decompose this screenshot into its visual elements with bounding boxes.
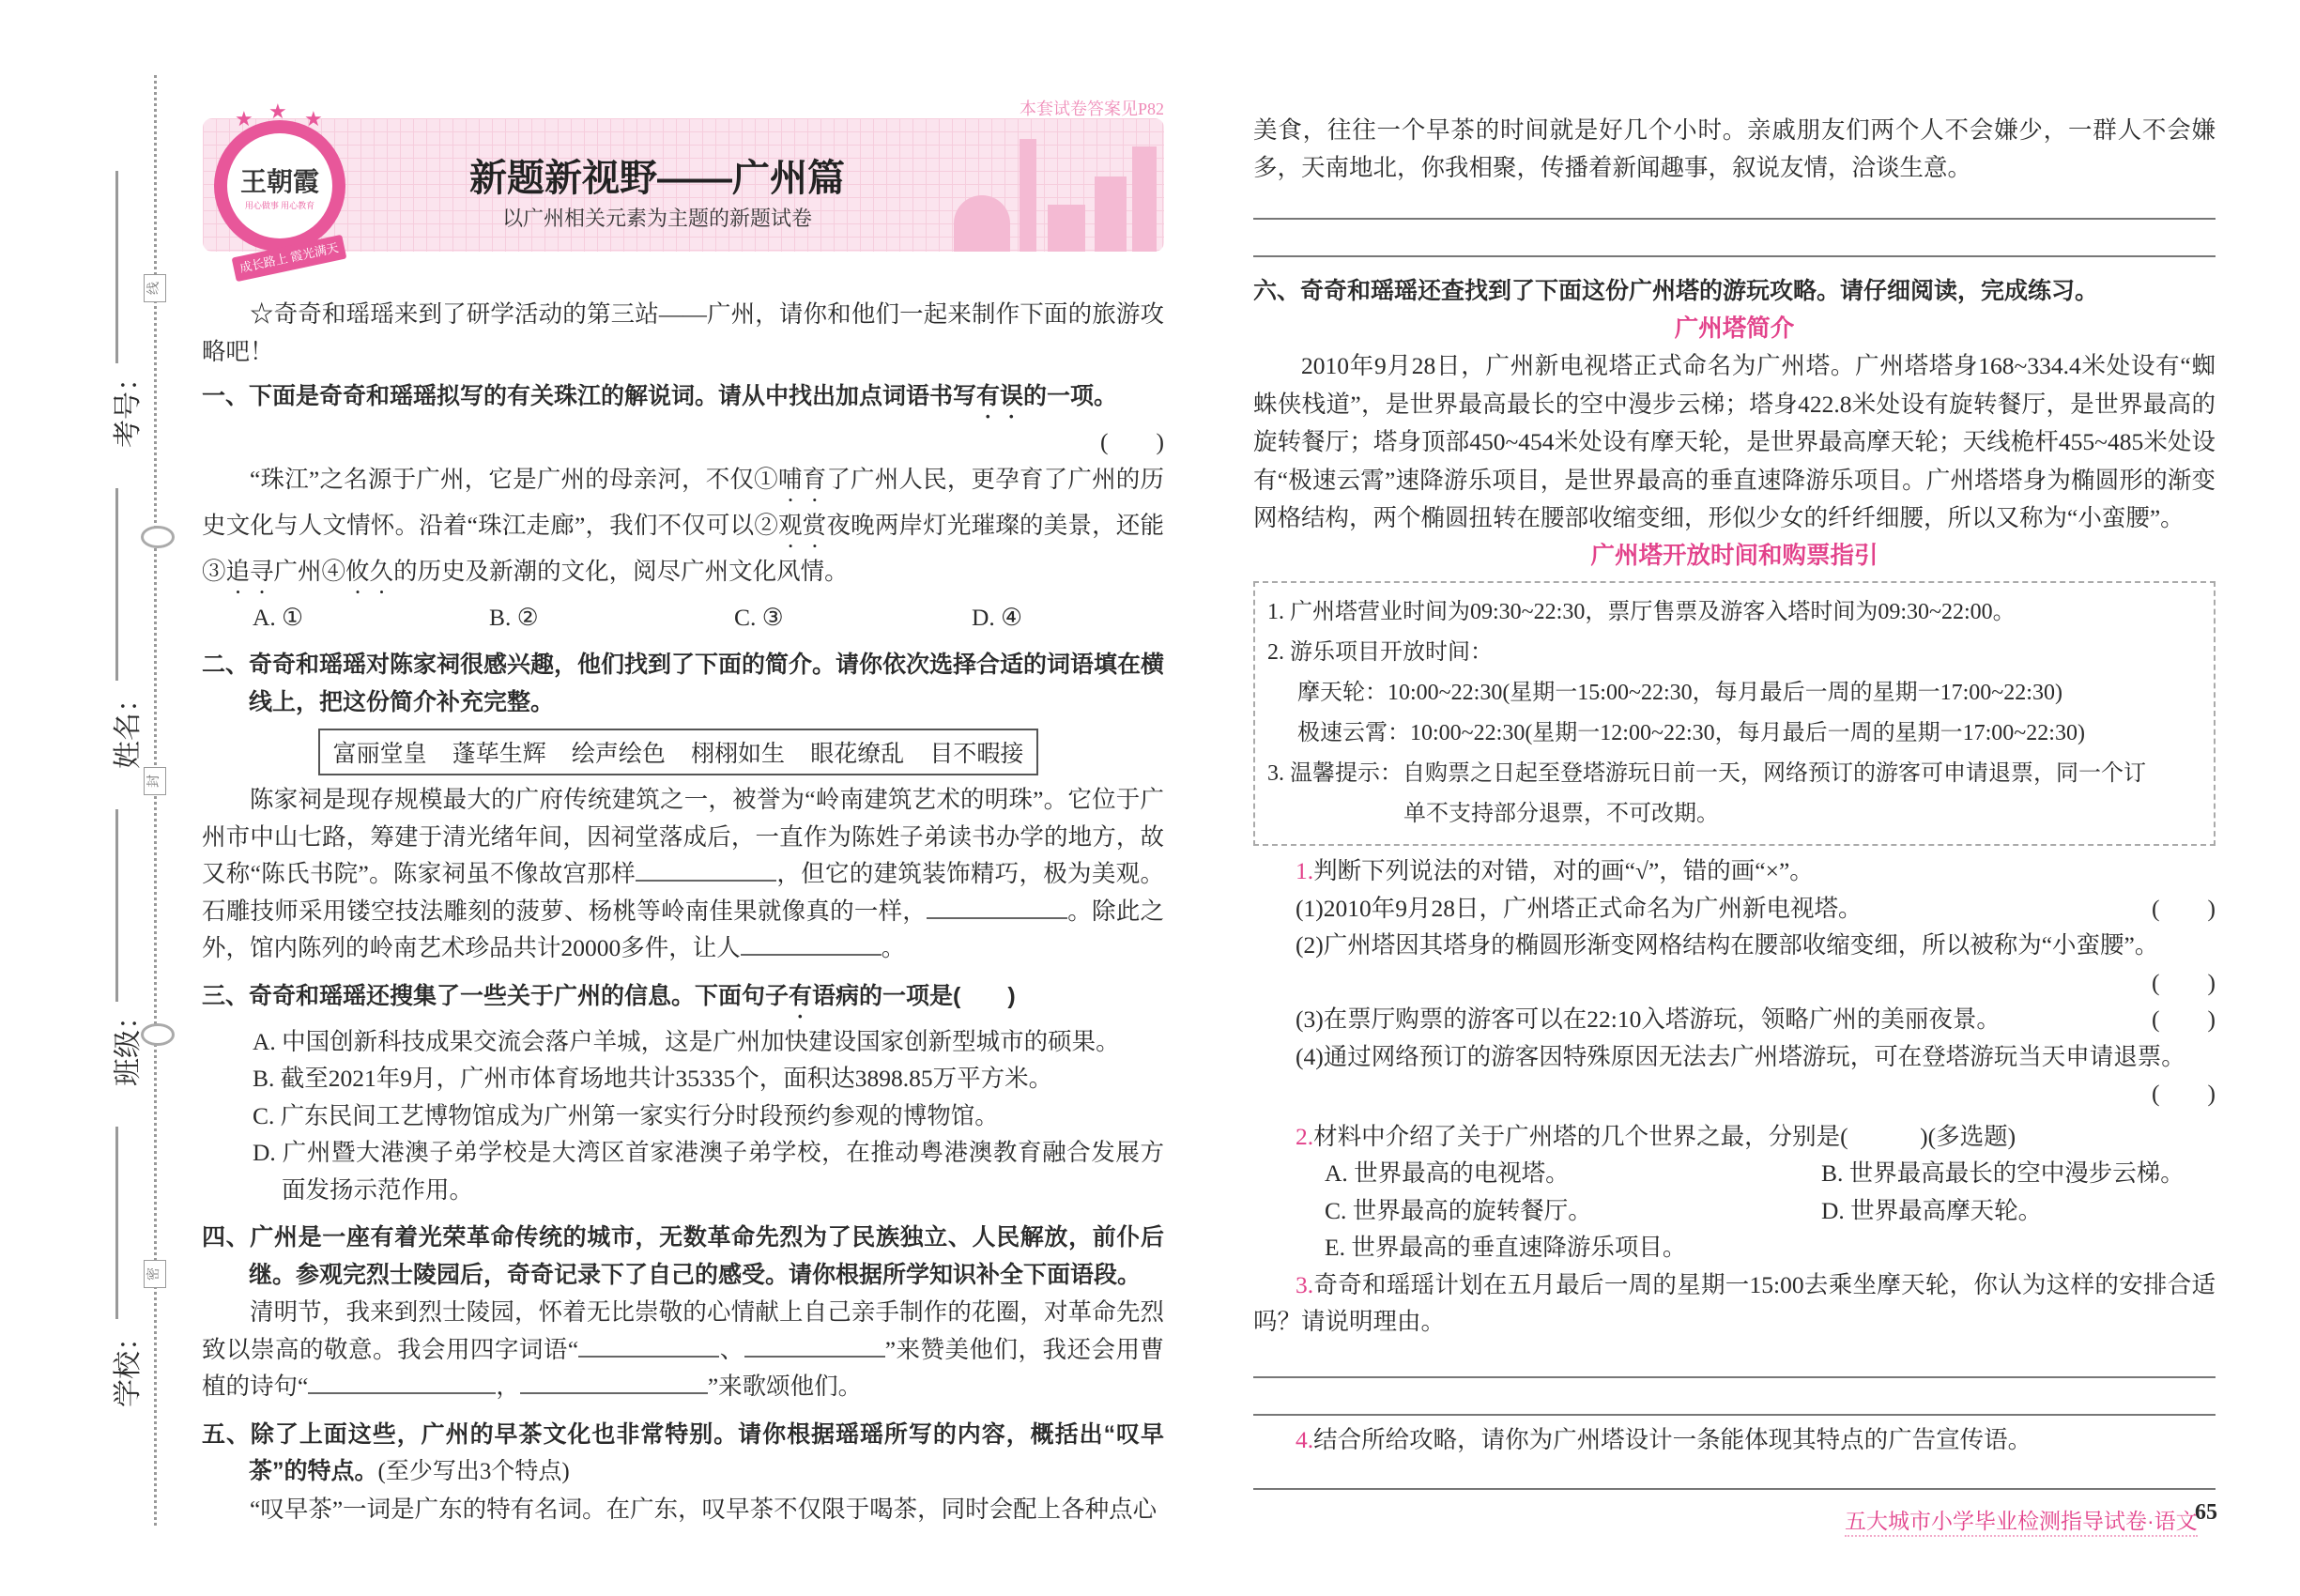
answer-blank[interactable] <box>520 1368 708 1394</box>
q5-passage: “叹早茶”一词是广东的特有名词。在广东，叹早茶不仅限于喝茶，同时会配上各种点心 <box>250 1495 1158 1523</box>
guide-line: 2. 游乐项目开放时间： <box>1267 640 1493 665</box>
judge-item: (4)通过网络预订的游客因特殊原因无法去广州塔游玩，可在登塔游玩当天申请退票。 <box>1296 1042 2185 1070</box>
logo-name: 王朝霞 <box>239 167 319 197</box>
q5-passage-continued: 美食，往往一个早茶的时间就是好几个小时。亲戚朋友们两个人不会嫌少，一群人不会嫌多，天南地北，你我相聚，传播着新闻趣事，叙说友情，洽谈生意。 <box>1253 116 2216 181</box>
skyline-bridge <box>954 195 1010 252</box>
word-option: 栩栩如生 <box>691 741 786 767</box>
guide-line: 3. 温馨提示：自购票之日起至登塔游玩日前一天，网络预订的游客可申请退票，同一个订 <box>1267 761 2146 786</box>
page-number: 65 <box>2195 1500 2217 1525</box>
class-line[interactable] <box>115 809 118 1002</box>
q6-options <box>1253 1155 2216 1266</box>
brand-logo <box>214 100 345 252</box>
answer-blank[interactable] <box>741 929 882 956</box>
name-label: 姓名： <box>113 684 144 769</box>
right-column <box>1253 112 2216 1490</box>
judge-item: (2)广州塔因其塔身的椭圆形渐变网格结构在腰部收缩变细，所以被称为“小蛮腰”。 <box>1296 931 2159 959</box>
answer-note: 本套试卷答案见P82 <box>1019 100 1164 118</box>
school-label: 学校： <box>113 1323 144 1407</box>
q4-heading: 四、广州是一座有着光荣革命传统的城市，无数革命先烈为了民族独立、人民解放，前仆后继。参观完烈士陵园后，奇奇记录下了自己的感受。请你根据所学知识补全下面语段。 <box>202 1224 1164 1288</box>
option-d[interactable]: D. 广州暨大港澳子弟学校是大湾区首家港澳子弟学校，在推动粤港澳教育融合发展方面发扬示范作用。 <box>253 1139 1164 1204</box>
answer-blank[interactable] <box>927 893 1067 919</box>
guide-line: 极速云霄：10:00~22:30(星期一12:00~22:30，每月最后一周的星期一17:00~22:30) <box>1297 721 2085 745</box>
question-5 <box>202 1417 1164 1528</box>
option-e[interactable]: E. 世界最高的垂直速降游乐项目。 <box>1325 1234 1687 1261</box>
word-option: 富丽堂皇 <box>332 741 427 767</box>
sub-text: 结合所给攻略，请你为广州塔设计一条能体现其特点的广告宣传语。 <box>1313 1425 2032 1453</box>
option-b[interactable]: B. 截至2021年9月，广州市体育场地共计35335个，面积达3898.85万平方米。 <box>253 1065 1053 1092</box>
question-2 <box>202 647 1164 967</box>
option-b[interactable]: B. 世界最高最长的空中漫步云梯。 <box>1821 1159 2185 1187</box>
option-a[interactable]: A. ① <box>253 603 304 631</box>
ticket-guide-box <box>1253 581 2216 846</box>
sub-number: 1. <box>1296 857 1314 884</box>
answer-blank[interactable] <box>308 1368 496 1394</box>
intro-title: 广州塔简介 <box>1674 315 1795 342</box>
option-d[interactable]: D. 世界最高摩天轮。 <box>1821 1196 2043 1224</box>
sub-question-3 <box>1253 1266 2216 1341</box>
binding-marker-xian: 线 <box>144 274 166 302</box>
word-option: 绘声绘色 <box>571 741 666 767</box>
sub-question-2 <box>1253 1118 2216 1341</box>
sub-text: 奇奇和瑶瑶计划在五月最后一周的星期一15:00去乘坐摩天轮，你认为这样的安排合适吗？请说明理由。 <box>1253 1270 2216 1335</box>
question-3 <box>202 978 1164 1209</box>
judge-item: (3)在票厅购票的游客可以在22:10入塔游玩，领略广州的美丽夜景。 <box>1296 1005 2001 1033</box>
q2-passage: 陈家祠是现存规模最大的广府传统建筑之一，被誉为“岭南建筑艺术的明珠”。它位于广州市中山七路，筹建于清光绪年间，因祠堂落成后，一直作为陈姓子弟读书办学的地方，故又称“陈氏书院”。陈家祠虽不像故宫那样 ，但它的建筑装饰精巧，极为美观。石雕技师采用镂空技法雕刻的菠萝、杨桃等岭南佳果就像真的一样， 。除此之外，馆内陈列的岭南艺术珍品共计20000多件，让人 。 <box>202 786 1164 961</box>
exam-number-label: 考号： <box>113 363 144 448</box>
sub-question-1 <box>1253 852 2216 1113</box>
q3-heading: 三、奇奇和瑶瑶还搜集了一些关于广州的信息。下面句子 <box>202 982 790 1009</box>
answer-line[interactable] <box>1253 1414 2216 1416</box>
q2-heading: 二、奇奇和瑶瑶对陈家祠很感兴趣，他们找到了下面的简介。请你依次选择合适的词语填在横线上，把这份简介补充完整。 <box>202 652 1165 715</box>
answer-blank[interactable] <box>578 1331 719 1358</box>
star-icon: ★ <box>268 100 287 123</box>
guide-line: 摩天轮：10:00~22:30(星期一15:00~22:30，每月最后一周的星期一17:00~22:30) <box>1297 681 2062 705</box>
answer-line[interactable] <box>1253 218 2216 220</box>
name-line[interactable] <box>115 488 118 681</box>
left-column <box>202 296 1164 1527</box>
star-icon: ★ <box>235 107 253 130</box>
word-option: 眼花缭乱 <box>810 741 905 767</box>
skyline-building <box>1048 205 1085 252</box>
binding-hole <box>141 526 175 548</box>
binding-hole <box>141 1023 175 1046</box>
skyline-building <box>1132 146 1157 252</box>
q1-passage: “珠江”之名源于广州，它是广州的母亲河，不仅①哺育了广州人民，更孕育了广州的历史文化与人文情怀。沿着“珠江走廊”，我们不仅可以②观赏夜晚两岸灯光璀璨的美景，还能③追寻广州④攸久的历史及新潮的文化，阅尽广州文化风情。 <box>202 465 1164 585</box>
guide-title: 广州塔开放时间和购票指引 <box>1590 542 1878 569</box>
option-b[interactable]: B. ② <box>489 603 539 631</box>
option-c[interactable]: C. ③ <box>734 603 784 631</box>
sub-number: 3. <box>1296 1270 1314 1298</box>
option-c[interactable]: C. 广东民间工艺博物馆成为广州第一家实行分时段预约参观的博物馆。 <box>253 1101 999 1129</box>
guide-line: 单不支持部分退票，不可改期。 <box>1403 802 1719 826</box>
question-1 <box>202 378 1164 636</box>
page-title: 新题新视野——广州篇 <box>469 158 845 199</box>
school-line[interactable] <box>115 1127 118 1319</box>
q4-passage: 清明节，我来到烈士陵园，怀着无比崇敬的心情献上自己亲手制作的花圈，对革命先烈致以崇高的敬意。我会用四字词语“ 、 ”来赞美他们，我还会用曹植的诗句“ ， ”来歌颂他们。 <box>202 1298 1164 1400</box>
answer-line[interactable] <box>1253 1376 2216 1378</box>
sub-text: 材料中介绍了关于广州塔的几个世界之最，分别是( )(多选题) <box>1313 1122 2016 1150</box>
q1-heading: 一、下面是奇奇和瑶瑶拟写的有关珠江的解说词。请从中找出加点词语书写 <box>202 383 977 409</box>
question-4 <box>202 1220 1164 1405</box>
exam-number-line[interactable] <box>115 171 118 363</box>
logo-slogan: 用心做事 用心教育 <box>244 200 315 210</box>
option-a[interactable]: A. 中国创新科技成果交流会落户羊城，这是广州加快建设国家创新型城市的硕果。 <box>253 1027 1120 1055</box>
q1-options <box>202 599 1164 637</box>
class-label: 班级： <box>113 1002 144 1086</box>
q3-heading-end: 语病的一项是( ) <box>812 982 1016 1009</box>
answer-paren[interactable]: ( ) <box>1100 428 1164 455</box>
q6-heading: 六、奇奇和瑶瑶还查找到了下面这份广州塔的游玩攻略。请仔细阅读，完成练习。 <box>1253 278 2099 304</box>
tower-intro: 2010年9月28日，广州新电视塔正式命名为广州塔。广州塔塔身168~334.4米处设有“蜘蛛侠栈道”，是世界最高最长的空中漫步云梯；塔身422.8米处设有旋转餐厅，是世界最高的旋转餐厅；塔身顶部450~454米处设有摩天轮，是世界最高摩天轮；天线桅杆455~485米处设有“极速云霄”速降游乐项目，是世界最高的垂直速降游乐项目。广州塔塔身为椭圆形的渐变网格结构，两个椭圆扭转在腰部收缩变细，形似少女的纤纤细腰，所以又称为“小蛮腰”。 <box>1253 352 2216 531</box>
intro-text: ☆奇奇和瑶瑶来到了研学活动的第三站——广州，请你和他们一起来制作下面的旅游攻略吧！ <box>202 300 1164 365</box>
sub-text: 判断下列说法的对错，对的画“√”，错的画“×”。 <box>1313 857 1814 884</box>
word-bank <box>318 729 1038 775</box>
sub-number: 4. <box>1296 1425 1314 1453</box>
answer-line[interactable] <box>1253 255 2216 257</box>
answer-paren[interactable]: ( ) <box>2152 1080 2216 1107</box>
q1-heading-emphasis: 有误 <box>976 383 1024 409</box>
option-d[interactable]: D. ④ <box>972 603 1023 631</box>
q5-note: (至少写出3个特点) <box>377 1459 570 1484</box>
binding-marker-feng: 封 <box>144 767 166 795</box>
option-a[interactable]: A. 世界最高的电视塔。 <box>1325 1159 1570 1187</box>
skyline-building <box>1095 176 1127 252</box>
binding-marker-mi: 密 <box>144 1260 166 1288</box>
star-icon: ★ <box>304 107 323 130</box>
guide-line: 1. 广州塔营业时间为09:30~22:30，票厅售票及游客入塔时间为09:30~22:00。 <box>1267 600 2016 624</box>
word-option: 蓬荜生辉 <box>452 741 546 767</box>
option-c[interactable]: C. 世界最高的旋转餐厅。 <box>1325 1196 1592 1224</box>
sub-number: 2. <box>1296 1122 1314 1150</box>
answer-paren[interactable]: ( ) <box>2152 968 2216 996</box>
judge-item: (1)2010年9月28日，广州塔正式命名为广州新电视塔。 <box>1296 894 1863 922</box>
question-6 <box>1253 273 2216 575</box>
answer-paren[interactable]: ( ) <box>2152 894 2216 922</box>
q3-heading-emphasis: 有 <box>789 982 813 1009</box>
answer-blank[interactable] <box>636 855 776 882</box>
q1-heading-end: 的一项。 <box>1023 383 1118 409</box>
word-option: 目不暇接 <box>929 741 1024 767</box>
answer-paren[interactable]: ( ) <box>2152 1005 2216 1033</box>
answer-blank[interactable] <box>744 1331 885 1358</box>
page-subtitle: 以广州相关元素为主题的新题试卷 <box>501 207 812 230</box>
book-title-footer: 五大城市小学毕业检测指导试卷·语文 <box>1845 1504 2198 1537</box>
q5-heading: 五、除了上面这些，广州的早茶文化也非常特别。请你根据瑶瑶所写的内容，概括出“叹早茶”的特点。 <box>202 1420 1164 1484</box>
logo-ribbon: 成长路上 霞光满天 <box>232 235 347 282</box>
skyline-tower <box>1020 139 1036 252</box>
answer-line[interactable] <box>1253 1488 2216 1490</box>
sub-question-4 <box>1253 1421 2216 1459</box>
